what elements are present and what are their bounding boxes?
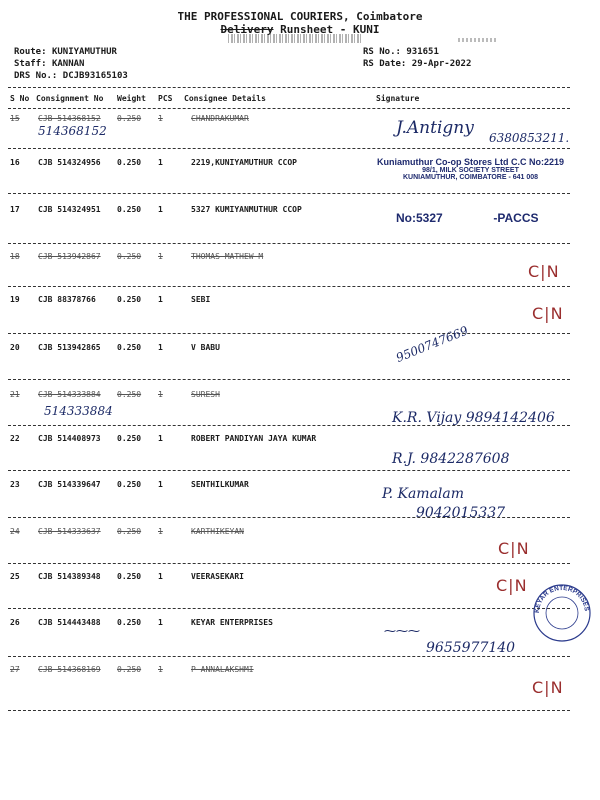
table-row bbox=[0, 343, 600, 363]
row-divider bbox=[8, 710, 570, 711]
row-weight: 0.250 bbox=[117, 434, 142, 443]
row-divider bbox=[8, 193, 570, 194]
row-divider bbox=[8, 243, 570, 244]
col-header-weight: Weight bbox=[117, 94, 146, 103]
paccs-stamp-number: No:5327 bbox=[396, 211, 443, 225]
handwritten-phone: 9042015337 bbox=[416, 505, 506, 521]
col-header-pcs: PCS bbox=[158, 94, 173, 103]
route-label: Route: bbox=[14, 47, 47, 57]
row-consignment-no: CJB 514333884 bbox=[38, 390, 101, 399]
row-consignment-no: CJB 514324956 bbox=[38, 158, 101, 167]
paccs-stamp bbox=[396, 211, 539, 225]
row-divider bbox=[8, 608, 570, 609]
row-pcs: 1 bbox=[158, 158, 163, 167]
row-pcs: 1 bbox=[158, 295, 163, 304]
handwritten-signature: P. Kamalam bbox=[382, 486, 465, 502]
company-title: THE PROFESSIONAL COURIERS, Coimbatore bbox=[177, 10, 423, 23]
row-sno: 16 bbox=[10, 158, 20, 167]
row-sno: 25 bbox=[10, 572, 20, 581]
handwritten-consignment: 514368152 bbox=[38, 124, 107, 138]
row-divider bbox=[8, 286, 570, 287]
row-weight: 0.250 bbox=[117, 618, 142, 627]
handwritten-phone: 6380853211. bbox=[489, 131, 570, 145]
sheet-title-prefix: Delivery bbox=[220, 23, 274, 36]
col-header-signature: Signature bbox=[376, 94, 420, 103]
handwritten-cln: C|N bbox=[496, 576, 528, 595]
row-weight: 0.250 bbox=[117, 252, 142, 261]
row-weight: 0.250 bbox=[117, 665, 142, 674]
row-pcs: 1 bbox=[158, 572, 163, 581]
row-sno: 20 bbox=[10, 343, 20, 352]
drs-field bbox=[14, 71, 128, 81]
row-pcs: 1 bbox=[158, 665, 163, 674]
rs-date-label: RS Date: bbox=[363, 59, 407, 69]
row-consignment-no: CJB 513942865 bbox=[38, 343, 101, 352]
staff-value: KANNAN bbox=[51, 59, 85, 69]
row-weight: 0.250 bbox=[117, 295, 142, 304]
route-field bbox=[14, 47, 117, 57]
col-header-consignee: Consignee Details bbox=[184, 94, 266, 103]
row-pcs: 1 bbox=[158, 343, 163, 352]
svg-text:KEYAR ENTERPRISES bbox=[534, 585, 590, 613]
row-sno: 24 bbox=[10, 527, 20, 536]
handwritten-name-mark: ⁓⁓⁓ bbox=[384, 624, 420, 638]
row-sno: 23 bbox=[10, 480, 20, 489]
rs-no-label: RS No.: bbox=[363, 47, 401, 57]
handwritten-cln: C|N bbox=[532, 304, 564, 323]
row-pcs: 1 bbox=[158, 434, 163, 443]
row-consignment-no: CJB 514368152 bbox=[38, 114, 101, 123]
row-weight: 0.250 bbox=[117, 158, 142, 167]
barcode bbox=[228, 34, 363, 43]
row-sno: 17 bbox=[10, 205, 20, 214]
row-consignee: KEYAR ENTERPRISES bbox=[191, 618, 273, 627]
divider bbox=[8, 108, 570, 109]
row-consignee: VEERASEKARI bbox=[191, 572, 244, 581]
handwritten-cln: C|N bbox=[532, 678, 564, 697]
row-consignee: V BABU bbox=[191, 343, 220, 352]
row-divider bbox=[8, 470, 570, 471]
row-sno: 27 bbox=[10, 665, 20, 674]
row-weight: 0.250 bbox=[117, 572, 142, 581]
tamil-text-mark bbox=[446, 211, 490, 225]
row-consignment-no: CJB 88378766 bbox=[38, 295, 96, 304]
row-consignment-no: CJB 514368169 bbox=[38, 665, 101, 674]
table-row bbox=[0, 480, 600, 500]
route-value: KUNIYAMUTHUR bbox=[51, 47, 117, 57]
coop-stamp-line2: 98/1, MILK SOCIETY STREET bbox=[422, 167, 519, 174]
row-consignment-no: CJB 514443488 bbox=[38, 618, 101, 627]
row-pcs: 1 bbox=[158, 390, 163, 399]
row-divider bbox=[8, 656, 570, 657]
row-pcs: 1 bbox=[158, 618, 163, 627]
row-consignee: 2219,KUNIYAMUTHUR CCOP bbox=[191, 158, 297, 167]
row-pcs: 1 bbox=[158, 527, 163, 536]
row-divider bbox=[8, 563, 570, 564]
row-pcs: 1 bbox=[158, 205, 163, 214]
row-consignment-no: CJB 514408973 bbox=[38, 434, 101, 443]
coop-stamp-line3: KUNIAMUTHUR, COIMBATORE - 641 008 bbox=[402, 174, 539, 181]
row-pcs: 1 bbox=[158, 252, 163, 261]
handwritten-signature: J.Antigny bbox=[396, 118, 474, 138]
table-row bbox=[0, 618, 600, 638]
row-consignee: SENTHILKUMAR bbox=[191, 480, 249, 489]
sheet-title-text: Runsheet - KUNI bbox=[280, 23, 380, 36]
table-row bbox=[0, 252, 600, 272]
coop-stamp bbox=[368, 157, 573, 181]
handwritten-signature: R.J. 9842287608 bbox=[392, 451, 510, 467]
row-consignee: SEBI bbox=[191, 295, 211, 304]
row-sno: 26 bbox=[10, 618, 20, 627]
paccs-stamp-suffix: -PACCS bbox=[493, 211, 539, 225]
row-consignment-no: CJB 513942867 bbox=[38, 252, 101, 261]
rs-no-value: 931651 bbox=[406, 47, 439, 57]
faint-mark bbox=[458, 38, 498, 42]
drs-value: DCJB93165103 bbox=[62, 71, 128, 81]
rs-date-value: 29-Apr-2022 bbox=[411, 59, 472, 69]
col-header-sno: S No bbox=[10, 94, 30, 103]
table-row bbox=[0, 295, 600, 315]
row-sno: 18 bbox=[10, 252, 20, 261]
handwritten-cln: C|N bbox=[498, 539, 530, 558]
row-consignee: ROBERT PANDIYAN JAYA KUMAR bbox=[191, 434, 317, 443]
staff-field bbox=[14, 59, 84, 69]
row-consignment-no: CJB 514339647 bbox=[38, 480, 101, 489]
divider bbox=[8, 87, 570, 88]
row-weight: 0.250 bbox=[117, 343, 142, 352]
row-consignee: THOMAS MATHEW M bbox=[191, 252, 264, 261]
table-row bbox=[0, 665, 600, 685]
row-weight: 0.250 bbox=[117, 390, 142, 399]
row-consignee: CHANDRAKUMAR bbox=[191, 114, 249, 123]
handwritten-consignment: 514333884 bbox=[44, 404, 113, 418]
row-consignee: KARTHIKEYAN bbox=[191, 527, 244, 536]
row-weight: 0.250 bbox=[117, 527, 142, 536]
row-consignee: 5327 KUMIYANMUTHUR CCOP bbox=[191, 205, 302, 214]
row-weight: 0.250 bbox=[117, 205, 142, 214]
handwritten-phone: 9500747669 bbox=[394, 323, 471, 365]
row-sno: 21 bbox=[10, 390, 20, 399]
rs-no-field bbox=[363, 47, 439, 57]
rs-date-field bbox=[363, 59, 471, 69]
row-consignee: P ANNALAKSHMI bbox=[191, 665, 254, 674]
row-divider bbox=[8, 333, 570, 334]
row-sno: 22 bbox=[10, 434, 20, 443]
table-row bbox=[0, 434, 600, 454]
row-weight: 0.250 bbox=[117, 480, 142, 489]
seal-text: KEYAR ENTERPRISES bbox=[533, 584, 590, 614]
row-consignee: SURESH bbox=[191, 390, 220, 399]
col-header-consignment: Consignment No bbox=[36, 94, 104, 103]
staff-label: Staff: bbox=[14, 59, 47, 69]
handwritten-phone: 9655977140 bbox=[426, 640, 516, 656]
row-divider bbox=[8, 379, 570, 380]
drs-label: DRS No.: bbox=[14, 71, 58, 81]
coop-stamp-line1: Kuniamuthur Co-op Stores Ltd C.C No:2219 bbox=[376, 157, 564, 167]
row-weight: 0.250 bbox=[117, 114, 142, 123]
row-sno: 19 bbox=[10, 295, 20, 304]
row-pcs: 1 bbox=[158, 480, 163, 489]
keyar-enterprises-seal bbox=[532, 583, 592, 643]
handwritten-cln: C|N bbox=[528, 262, 560, 281]
row-consignment-no: CJB 514389348 bbox=[38, 572, 101, 581]
row-divider bbox=[8, 148, 570, 149]
row-pcs: 1 bbox=[158, 114, 163, 123]
row-consignment-no: CJB 514333637 bbox=[38, 527, 101, 536]
handwritten-signature: K.R. Vijay 9894142406 bbox=[392, 410, 555, 426]
row-consignment-no: CJB 514324951 bbox=[38, 205, 101, 214]
row-sno: 15 bbox=[10, 114, 20, 123]
